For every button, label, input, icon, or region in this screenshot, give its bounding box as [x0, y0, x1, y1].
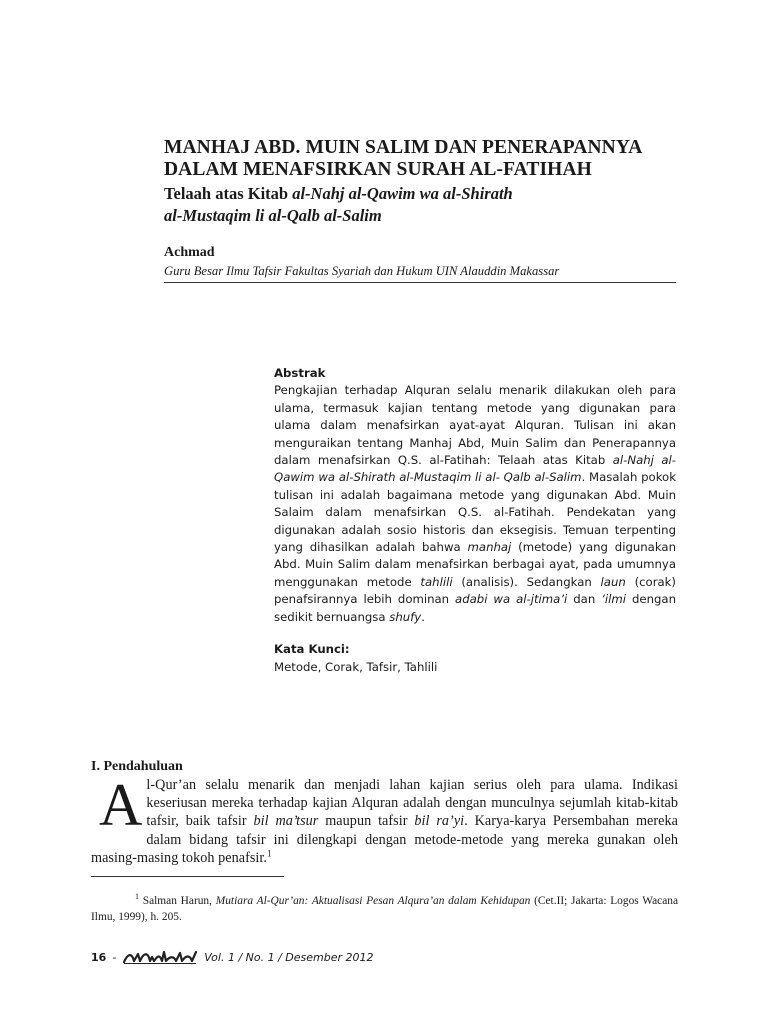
article-title [164, 137, 678, 181]
keywords-list: Metode, Corak, Tafsir, Tahlili [274, 659, 438, 674]
abstract-italic-term: shufy [389, 609, 422, 624]
intro-text-part: l-Qur’an selalu menarik dan menjadi lahan kajian serius oleh para ulama. Indikasi keseriusan mereka terhadap kajian Alquran adalah dengan munculnya sejumlah kitab-kitab tafsir, baik tafsir [146, 777, 678, 830]
section-title: I. Pendahuluan [91, 759, 183, 774]
footnote-text-part: Salman Harun, [139, 894, 216, 907]
subtitle-prefix: Telaah atas Kitab [164, 184, 293, 203]
abstract-text-part: (corak) penafsirannya lebih dominan [274, 574, 676, 607]
keywords-heading: Kata Kunci: [274, 642, 350, 657]
article-subtitle [164, 183, 678, 227]
intro-text-part: maupun tafsir [318, 813, 415, 830]
abstract-italic-term: manhaj [467, 540, 512, 555]
author-affiliation: Guru Besar Ilmu Tafsir Fakultas Syariah dan Hukum UIN Alauddin Makassar [164, 262, 676, 283]
footnote-text-part: (Cet.II; Jakarta: Logos Wacana Ilmu, 1999), h. 205. [91, 894, 679, 923]
intro-italic-term: bil ma’tsur [253, 813, 319, 830]
footnote-book-title: Mutiara Al-Qur’an: Aktualisasi Pesan Alqura’an dalam Kehidupan [215, 894, 531, 907]
author-name: Achmad [164, 245, 215, 260]
subtitle-book-title-1: al-Nahj al-Qawim wa al-Shirath [292, 184, 513, 203]
abstract-text-part: Pengkajian terhadap Alquran selalu menarik dilakukan oleh para ulama, termasuk kajian tentang metode yang digunakan para ulama dalam menafsirkan ayat-ayat Alquran. Tulisan ini akan menguraikan tentang Manhaj Abd, Muin Salim dan Penerapannya dalam menafsirkan Q.S. al-Fatihah: Telaah atas Kitab [274, 383, 676, 468]
footer-separator: - [112, 950, 117, 964]
footnote-reference[interactable]: 1 [267, 848, 272, 859]
abstract-heading: Abstrak [274, 366, 326, 380]
abstract-text-part: (analisis). Sedangkan [452, 574, 601, 589]
journal-volume: Vol. 1 / No. 1 / Desember 2012 [204, 950, 374, 964]
intro-italic-term: bil ra’yi [414, 813, 465, 830]
title-line-2: DALAM MENAFSIRKAN SURAH AL-FATIHAH [164, 159, 592, 180]
abstract-text-part: dan [567, 592, 602, 607]
journal-logo-icon [122, 949, 198, 965]
abstract-text [274, 382, 676, 626]
footnote-divider [91, 876, 284, 877]
abstract-italic-term: ‘ilmi [601, 592, 627, 607]
intro-paragraph [91, 772, 678, 867]
footnote [91, 889, 678, 925]
abstract-text-part: . Masalah pokok tulisan ini adalah bagaimana metode yang digunakan Abd. Muin Salaim dalam menafsirkan Q.S. al-Fatihah. Pendekatan yang digunakan adalah sosio historis dan eksegisis. Temuan terpenting yang dihasilkan adalah bahwa [274, 470, 676, 555]
abstract-italic-term: adabi wa al-jtima’i [455, 592, 568, 607]
abstract-italic-term: al-Nahj al-Qawim wa al-Shirath al-Mustaqim li al- Qalb al-Salim [274, 453, 676, 485]
drop-cap: A [99, 772, 143, 838]
abstract-block [274, 365, 676, 676]
subtitle-book-title-2: al-Mustaqim li al-Qalb al-Salim [164, 206, 382, 225]
intro-text-part: . Karya-karya Persembahan mereka dalam bidang tafsir ini dilengkapi dengan metode-metode yang mereka gunakan oleh masing-masing tokoh penafsir. [91, 813, 678, 866]
abstract-text-part: dengan sedikit bernuangsa [274, 592, 677, 624]
abstract-text-part: (metode) yang digunakan Abd. Muin Salim dalam menafsirkan berbagai ayat, pada umumnya menggunakan metode [274, 540, 676, 589]
page-number: 16 [91, 950, 107, 964]
footnote-number: 1 [135, 892, 139, 901]
abstract-italic-term: tahlili [420, 574, 453, 589]
page-footer [91, 949, 374, 965]
abstract-text-part: . [421, 609, 425, 624]
introduction-section [91, 758, 678, 867]
article-header [164, 137, 678, 283]
abstract-italic-term: laun [600, 574, 626, 589]
title-line-1: MANHAJ ABD. MUIN SALIM DAN PENERAPANNYA [164, 137, 643, 158]
